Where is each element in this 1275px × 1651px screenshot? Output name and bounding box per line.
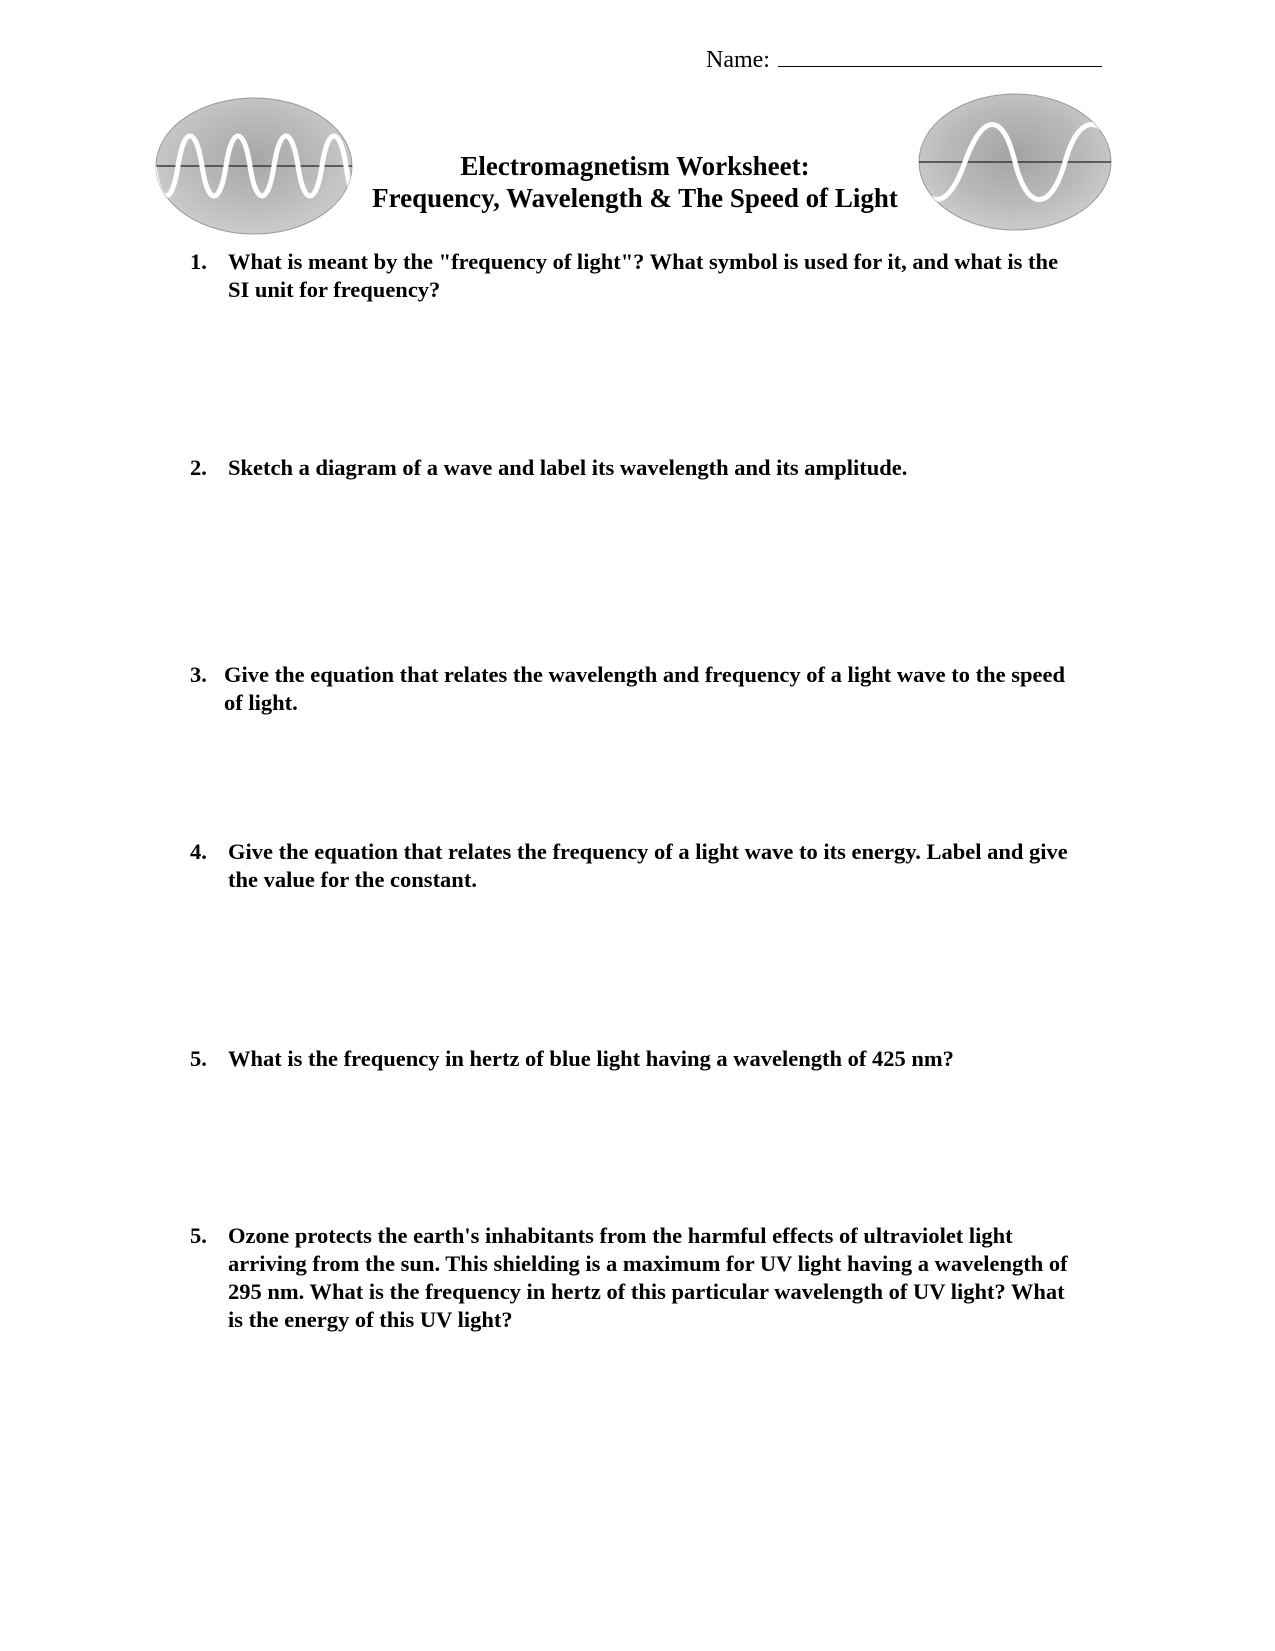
question-text: What is meant by the "frequency of light"? What symbol is used for it, and what is the SI unit for frequency? [228,249,1059,302]
question-number: 5. [190,1046,207,1071]
question-5 [190,1045,1080,1073]
question-2 [190,454,1080,482]
question-text: Give the equation that relates the wavelength and frequency of a light wave to the speed of light. [224,662,1065,715]
question-number: 2. [190,455,207,480]
title-line-2: Frequency, Wavelength & The Speed of Light [372,183,898,213]
question-text: Ozone protects the earth's inhabitants from the harmful effects of ultraviolet light arriving from the sun. This shielding is a maximum for UV light having a wavelength of 295 nm. What is the frequency in hertz of this particular wavelength of UV light? What is the energy of this UV light? [228,1223,1068,1332]
question-number: 1. [190,249,207,274]
question-6 [190,1222,1080,1334]
question-1 [190,248,1080,304]
sine-wave-ellipse-icon [154,96,354,236]
question-number: 5. [190,1223,207,1248]
name-field [706,44,1102,74]
name-blank-line [778,44,1102,67]
question-text: Sketch a diagram of a wave and label its wavelength and its amplitude. [228,455,908,480]
question-4 [190,838,1080,894]
question-text: Give the equation that relates the frequency of a light wave to its energy. Label and give the value for the constant. [228,839,1068,892]
title-line-1: Electromagnetism Worksheet: [460,151,810,181]
question-number: 4. [190,839,207,864]
name-label: Name: [706,47,770,73]
question-number: 3. [190,662,207,687]
question-3 [190,661,1080,717]
worksheet-title [340,150,930,214]
question-text: What is the frequency in hertz of blue light having a wavelength of 425 nm? [228,1046,954,1071]
sine-wave-ellipse-icon [917,92,1113,232]
